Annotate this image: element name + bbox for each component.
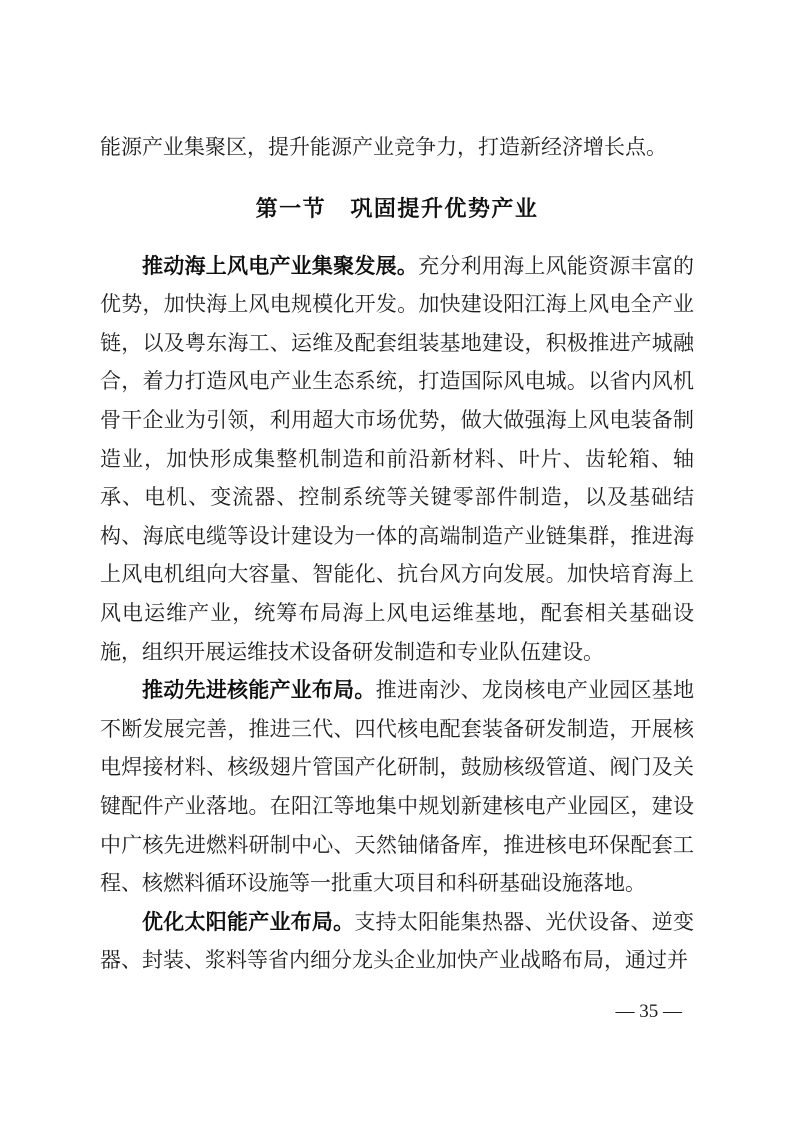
- paragraph-text: 推进南沙、龙岗核电产业园区基地不断发展完善，推进三代、四代核电配套装备研发制造，开展核电焊接材料、核级翅片管国产化研制，鼓励核级管道、阀门及关键配件产业落地。在阳江等地集中规划新建核电产业园区，建设中广核先进燃料研制中心、天然铀储备库，推进核电环保配套工程、核燃料循环设施等一批重大项目和科研基础设施落地。: [100, 678, 694, 896]
- section-title: 巩固提升优势产业: [350, 195, 539, 221]
- section-heading: [100, 189, 694, 229]
- continuation-paragraph: 能源产业集聚区，提升能源产业竞争力，打造新经济增长点。: [100, 135, 667, 159]
- paragraph-solar-energy: [100, 903, 694, 980]
- document-body: [100, 128, 694, 980]
- page-number: — 35 —: [615, 1001, 682, 1022]
- paragraph-text: 充分利用海上风能资源丰富的优势，加快海上风电规模化开发。加快建设阳江海上风电全产业链，以及粤东海工、运维及配套组装基地建设，积极推进产城融合，着力打造风电产业生态系统，打造国际风电城。以省内风机骨干企业为引领，利用超大市场优势，做大做强海上风电装备制造业，加快形成集整机制造和前沿新材料、叶片、齿轮箱、轴承、电机、变流器、控制系统等关键零部件制造，以及基础结构、海底电缆等设计建设为一体的高端制造产业链集群，推进海上风电机组向大容量、智能化、抗台风方向发展。加快培育海上风电运维产业，统筹布局海上风电运维基地，配套相关基础设施，组织开展运维技术设备研发制造和专业队伍建设。: [100, 253, 695, 664]
- paragraph-text: 支持太阳能集热器、光伏设备、逆变器、封装、浆料等省内细分龙头企业加快产业战略布局，通过并: [100, 909, 695, 973]
- paragraph-lead: 推动海上风电产业集聚发展。: [142, 253, 419, 278]
- paragraph-lead: 推动先进核能产业布局。: [142, 678, 376, 703]
- section-number: 第一节: [255, 195, 327, 221]
- paragraph-lead: 优化太阳能产业布局。: [142, 909, 355, 934]
- paragraph-nuclear-energy: [100, 671, 694, 903]
- page-footer: [616, 1000, 683, 1024]
- paragraph-offshore-wind: [100, 247, 694, 672]
